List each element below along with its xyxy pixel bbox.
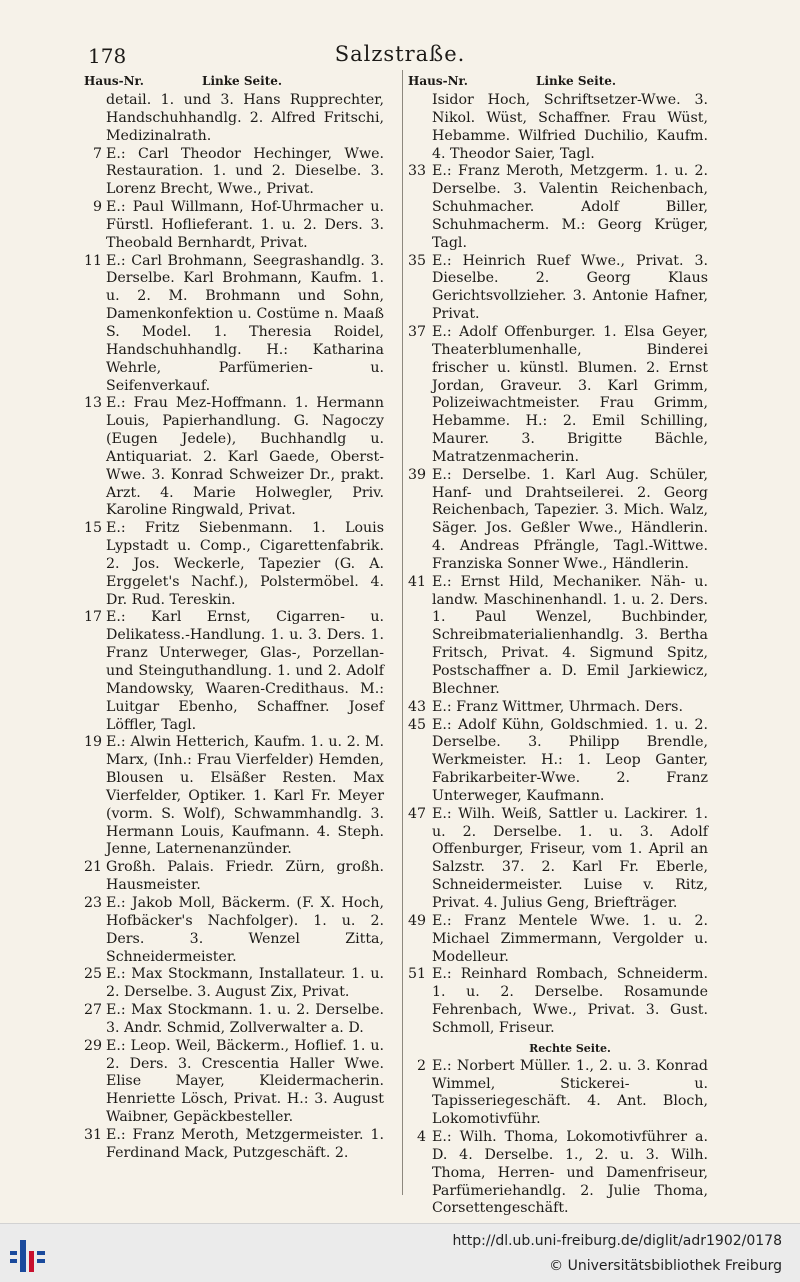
entry-text: E.: Reinhard Rombach, Schneiderm. 1. u. 2. Derselbe. Rosamunde Fehrenbach, Wwe., Privat. 3. Gust. Schmoll, Friseur. xyxy=(432,966,708,1036)
address-entry xyxy=(84,895,384,966)
house-number: 33 xyxy=(408,163,427,180)
address-entry xyxy=(84,395,384,520)
entry-text: E.: Franz Meroth, Metzgerm. 1. u. 2. Derselbe. 3. Valentin Reichenbach, Schuhmacher. Adolf Biller, Schuhmacherm. M.: Georg Krüger, Tagl. xyxy=(432,163,708,251)
address-entry xyxy=(84,1038,384,1127)
entry-text: E.: Max Stockmann, Installateur. 1. u. 2. Derselbe. 3. August Zix, Privat. xyxy=(106,966,384,1001)
address-entry xyxy=(84,1002,384,1038)
address-entry xyxy=(84,253,384,396)
address-entry xyxy=(84,1127,384,1163)
address-entry xyxy=(408,717,708,806)
house-number: 17 xyxy=(84,609,103,626)
house-number: 4 xyxy=(416,1129,426,1146)
entry-text: E.: Adolf Kühn, Goldschmied. 1. u. 2. Derselbe. 3. Philipp Brendle, Werkmeister. H.: 1. Leop Ganter, Fabrikarbeiter-Wwe. 2. Franz Unterweger, Kaufmann. xyxy=(432,716,708,804)
address-entry xyxy=(408,324,708,467)
address-entry xyxy=(408,467,708,574)
entry-text: E.: Heinrich Ruef Wwe., Privat. 3. Dieselbe. 2. Georg Klaus Gerichtsvollzieher. 3. Antonie Hafner, Privat. xyxy=(432,252,708,323)
entry-text: E.: Max Stockmann. 1. u. 2. Derselbe. 3. Andr. Schmid, Zollverwalter a. D. xyxy=(106,1002,384,1036)
entry-text: Großh. Palais. Friedr. Zürn, großh. Hausmeister. xyxy=(106,859,384,894)
house-number: 11 xyxy=(84,252,103,269)
address-entry xyxy=(84,609,384,734)
address-entry xyxy=(408,966,708,1037)
entry-text: detail. 1. und 3. Hans Rupprechter, Handschuhhandlg. 2. Alfred Fritschi, Medizinalrath. xyxy=(106,92,384,144)
house-number: 19 xyxy=(84,734,103,751)
house-number: 31 xyxy=(84,1126,103,1143)
address-entry xyxy=(84,966,384,1002)
house-number: 15 xyxy=(84,520,103,537)
address-entry xyxy=(84,146,384,200)
address-entry xyxy=(408,163,708,252)
page-number: 178 xyxy=(88,44,127,68)
viewer-footer xyxy=(0,1223,800,1282)
house-number: 25 xyxy=(84,966,103,983)
address-entry xyxy=(408,699,708,717)
side-heading: Linke Seite. xyxy=(202,74,283,88)
entry-text: E.: Paul Willmann, Hof-Uhrmacher u. Fürstl. Hoflieferant. 1. u. 2. Ders. 3. Theobald Bernhardt, Privat. xyxy=(106,199,384,251)
entry-text: E.: Fritz Siebenmann. 1. Louis Lypstadt u. Comp., Cigarettenfabrik. 2. Jos. Weckerle, Tapezier (G. A. Erggelet's Nachf.), Polstermöbel. 4. Dr. Rud. Tereskin. xyxy=(106,520,384,608)
university-library-logo-icon[interactable] xyxy=(8,1236,48,1276)
entry-text: E.: Karl Ernst, Cigarren- u. Delikatess.-Handlung. 1. u. 3. Ders. 1. Franz Unterweger, Glas-, Porzellan- und Steinguthandlung. 1. und 2. Adolf Mandowsky, Waaren-Credithaus. M.: Luitgar Ebenho, Schaffner. Josef Löffler, Tagl. xyxy=(106,609,384,733)
address-entry xyxy=(84,734,384,859)
entry-text: E.: Wilh. Weiß, Sattler u. Lackirer. 1. u. 2. Derselbe. 1. u. 3. Adolf Offenburger, Friseur, vom 1. April an Salzstr. 37. 2. Karl Fr. Eberle, Schneidermeister. Luise v. Ritz, Privat. 4. Julius Geng, Briefträger. xyxy=(432,805,708,911)
entry-text: E.: Wilh. Thoma, Lokomotivführer a. D. 4. Derselbe. 1., 2. u. 3. Wilh. Thoma, Herren- und Damenfriseur, Parfümeriehandlg. 2. Julie Thoma, Corsettengeschäft. xyxy=(432,1129,708,1217)
house-number: 51 xyxy=(408,966,427,983)
address-entry xyxy=(408,92,708,163)
address-entry xyxy=(408,806,708,913)
entry-text: E.: Jakob Moll, Bäckerm. (F. X. Hoch, Hofbäcker's Nachfolger). 1. u. 2. Ders. 3. Wenzel Zitta, Schneidermeister. xyxy=(106,894,384,965)
house-number: 21 xyxy=(84,859,103,876)
entry-text: E.: Franz Mentele Wwe. 1. u. 2. Michael Zimmermann, Vergolder u. Modelleur. xyxy=(432,912,708,965)
address-entry xyxy=(408,253,708,324)
address-entry xyxy=(84,520,384,609)
copyright-notice: © Universitätsbibliothek Freiburg xyxy=(549,1258,782,1274)
address-entry xyxy=(84,199,384,253)
entry-text: E.: Alwin Hetterich, Kaufm. 1. u. 2. M. Marx, (Inh.: Frau Vierfelder) Hemden, Blousen u. Elsäßer Resten. Max Vierfelder, Optiker. 1. Karl Fr. Meyer (vorm. S. Wolf), Schwammhandlg. 3. Hermann Louis, Kaufmann. 4. Steph. Jenne, Laternenanzünder. xyxy=(106,734,384,858)
house-number: 27 xyxy=(84,1002,103,1019)
address-entry xyxy=(408,1058,708,1129)
entry-text: E.: Franz Wittmer, Uhrmach. Ders. xyxy=(432,698,683,715)
running-head: Salzstraße. xyxy=(334,42,466,66)
permalink-url[interactable]: http://dl.ub.uni-freiburg.de/diglit/adr1902/0178 xyxy=(452,1233,782,1249)
right-side-subheading: Rechte Seite. xyxy=(529,1041,611,1055)
right-entry-list xyxy=(408,92,708,1038)
right-column-heading xyxy=(408,70,708,92)
house-number: 47 xyxy=(408,805,427,822)
address-entry xyxy=(84,859,384,895)
right-column xyxy=(408,70,708,1218)
address-entry xyxy=(84,92,384,146)
house-number: 23 xyxy=(84,894,103,911)
house-number: 49 xyxy=(408,912,427,929)
entry-text: E.: Ernst Hild, Mechaniker. Näh- u. landw. Maschinenhandl. 1. u. 2. Ders. 1. Paul Wenzel, Buchbinder, Schreibmaterialienhandlg. 3. Bertha Fritsch, Privat. 4. Sigmund Spitz, Postschaffner a. D. Emil Jarkiewicz, Blechner. xyxy=(432,573,708,697)
address-entry xyxy=(408,1129,708,1218)
entry-text: E.: Frau Mez-Hoffmann. 1. Hermann Louis, Papierhandlung. G. Nagoczy (Eugen Jedele), Buchhandlg u. Antiquariat. 2. Karl Gaede, Oberst-Wwe. 3. Konrad Schweizer Dr., prakt. Arzt. 4. Marie Holwegler, Priv. Karoline Ringwald, Privat. xyxy=(106,395,384,519)
entry-text: Isidor Hoch, Schriftsetzer-Wwe. 3. Nikol. Wüst, Schaffner. Frau Wüst, Hebamme. Wilfried Duchilio, Kaufm. 4. Theodor Saier, Tagl. xyxy=(432,92,708,162)
house-number: 37 xyxy=(408,323,427,340)
left-column xyxy=(84,70,384,1163)
house-number: 39 xyxy=(408,466,427,483)
house-number: 43 xyxy=(408,698,427,715)
side-heading: Linke Seite. xyxy=(536,74,617,88)
entry-text: E.: Carl Theodor Hechinger, Wwe. Restauration. 1. und 2. Dieselbe. 3. Lorenz Brecht, Wwe., Privat. xyxy=(106,145,384,198)
house-number: 35 xyxy=(408,252,427,269)
left-entry-list xyxy=(84,92,384,1163)
house-number: 45 xyxy=(408,716,427,733)
entry-text: E.: Franz Meroth, Metzgermeister. 1. Ferdinand Mack, Putzgeschäft. 2. xyxy=(106,1126,384,1161)
column-divider xyxy=(402,70,403,1195)
house-number: 7 xyxy=(92,145,102,162)
right-side-entry-list xyxy=(408,1058,708,1219)
entry-text: E.: Norbert Müller. 1., 2. u. 3. Konrad Wimmel, Stickerei- u. Tapisseriegeschäft. 4. Ant. Bloch, Lokomotivführ. xyxy=(432,1057,708,1128)
entry-text: E.: Adolf Offenburger. 1. Elsa Geyer, Theaterblumenhalle, Binderei frischer u. künstl. Blumen. 2. Ernst Jordan, Graveur. 3. Karl Grimm, Polizeiwachtmeister. Frau Grimm, Hebamme. H.: 2. Emil Schilling, Maurer. 3. Brigitte Bächle, Matratzenmacherin. xyxy=(432,323,708,465)
address-entry xyxy=(408,913,708,967)
house-number: 13 xyxy=(84,395,103,412)
entry-text: E.: Carl Brohmann, Seegrashandlg. 3. Derselbe. Karl Brohmann, Kaufm. 1. u. 2. M. Brohmann und Sohn, Damenkonfektion u. Costüme n. Maaß S. Model. 1. Theresia Roidel, Handschuhhandlg. H.: Katharina Wehrle, Parfümerien- u. Seifenverkauf. xyxy=(106,252,384,394)
left-column-heading xyxy=(84,70,384,92)
entry-text: E.: Leop. Weil, Bäckerm., Hoflief. 1. u. 2. Ders. 3. Crescentia Haller Wwe. Elise Mayer, Kleidermacherin. Henriette Lösch, Privat. H.: 3. August Waibner, Gepäckbesteller. xyxy=(106,1037,384,1126)
house-number: 9 xyxy=(92,199,102,216)
address-entry xyxy=(408,574,708,699)
house-number-heading: Haus-Nr. xyxy=(408,74,468,88)
house-number: 29 xyxy=(84,1037,103,1054)
entry-text: E.: Derselbe. 1. Karl Aug. Schüler, Hanf- und Drahtseilerei. 2. Georg Reichenbach, Tapezier. 3. Mich. Walz, Säger. Jos. Geßler Wwe., Händlerin. 4. Andreas Pfrängle, Tagl.-Wittwe. Franziska Sonner Wwe., Händlerin. xyxy=(432,466,708,572)
house-number: 41 xyxy=(408,573,427,590)
house-number-heading: Haus-Nr. xyxy=(84,74,144,88)
house-number: 2 xyxy=(416,1057,426,1074)
